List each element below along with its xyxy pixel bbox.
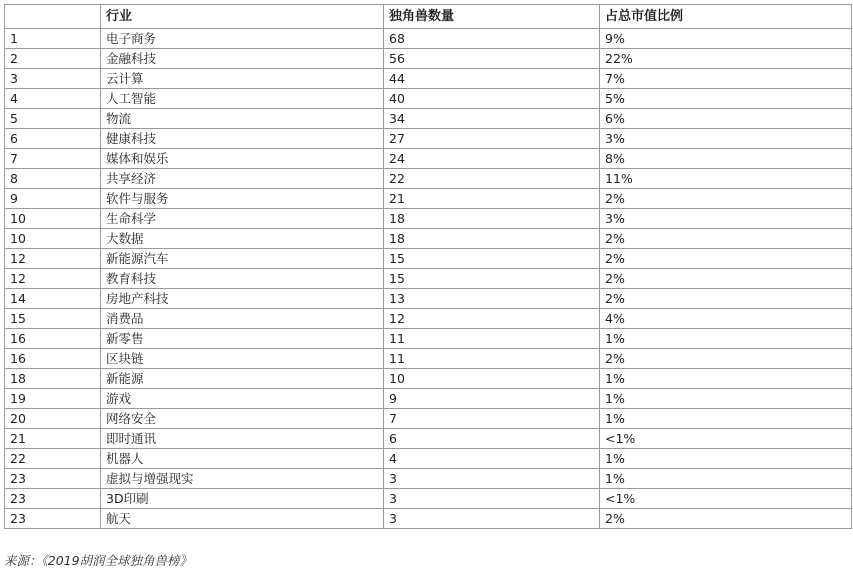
count-cell: 18 <box>384 229 600 249</box>
header-unicorn-count: 独角兽数量 <box>384 5 600 29</box>
table-row <box>5 109 852 129</box>
table-row <box>5 429 852 449</box>
industry-cell: 区块链 <box>101 349 384 369</box>
table-row <box>5 409 852 429</box>
share-cell: 2% <box>600 189 852 209</box>
industry-cell: 3D印刷 <box>101 489 384 509</box>
count-cell: 9 <box>384 389 600 409</box>
rank-cell: 19 <box>5 389 101 409</box>
rank-cell: 23 <box>5 489 101 509</box>
table-row <box>5 329 852 349</box>
rank-cell: 23 <box>5 469 101 489</box>
count-cell: 7 <box>384 409 600 429</box>
count-cell: 15 <box>384 269 600 289</box>
industry-cell: 机器人 <box>101 449 384 469</box>
share-cell: 1% <box>600 449 852 469</box>
count-cell: 68 <box>384 29 600 49</box>
industry-cell: 电子商务 <box>101 29 384 49</box>
count-cell: 11 <box>384 329 600 349</box>
table-row <box>5 389 852 409</box>
table-row <box>5 149 852 169</box>
table-row <box>5 509 852 529</box>
table-body <box>5 29 852 529</box>
industry-cell: 大数据 <box>101 229 384 249</box>
rank-cell: 16 <box>5 349 101 369</box>
rank-cell: 20 <box>5 409 101 429</box>
rank-cell: 10 <box>5 229 101 249</box>
unicorn-industry-table-container <box>4 4 852 529</box>
table-row <box>5 309 852 329</box>
industry-cell: 新能源汽车 <box>101 249 384 269</box>
share-cell: 1% <box>600 409 852 429</box>
rank-cell: 12 <box>5 249 101 269</box>
industry-cell: 房地产科技 <box>101 289 384 309</box>
industry-cell: 消费品 <box>101 309 384 329</box>
industry-cell: 网络安全 <box>101 409 384 429</box>
header-industry: 行业 <box>101 5 384 29</box>
count-cell: 3 <box>384 489 600 509</box>
table-row <box>5 209 852 229</box>
share-cell: <1% <box>600 429 852 449</box>
table-row <box>5 289 852 309</box>
share-cell: 2% <box>600 229 852 249</box>
share-cell: 8% <box>600 149 852 169</box>
rank-cell: 18 <box>5 369 101 389</box>
share-cell: 2% <box>600 289 852 309</box>
rank-cell: 5 <box>5 109 101 129</box>
count-cell: 22 <box>384 169 600 189</box>
count-cell: 12 <box>384 309 600 329</box>
table-row <box>5 489 852 509</box>
share-cell: 3% <box>600 209 852 229</box>
industry-cell: 虚拟与增强现实 <box>101 469 384 489</box>
table-header-row <box>5 5 852 29</box>
industry-cell: 物流 <box>101 109 384 129</box>
share-cell: 3% <box>600 129 852 149</box>
count-cell: 6 <box>384 429 600 449</box>
table-row <box>5 349 852 369</box>
count-cell: 21 <box>384 189 600 209</box>
rank-cell: 7 <box>5 149 101 169</box>
industry-cell: 金融科技 <box>101 49 384 69</box>
count-cell: 24 <box>384 149 600 169</box>
rank-cell: 22 <box>5 449 101 469</box>
header-market-share: 占总市值比例 <box>600 5 852 29</box>
table-row <box>5 249 852 269</box>
rank-cell: 15 <box>5 309 101 329</box>
share-cell: 5% <box>600 89 852 109</box>
table-row <box>5 49 852 69</box>
share-cell: <1% <box>600 489 852 509</box>
share-cell: 2% <box>600 509 852 529</box>
share-cell: 1% <box>600 369 852 389</box>
industry-cell: 健康科技 <box>101 129 384 149</box>
count-cell: 15 <box>384 249 600 269</box>
share-cell: 2% <box>600 269 852 289</box>
source-note: 来源：《2019胡润全球独角兽榜》 <box>4 553 193 568</box>
count-cell: 27 <box>384 129 600 149</box>
table-row <box>5 469 852 489</box>
share-cell: 2% <box>600 349 852 369</box>
industry-cell: 生命科学 <box>101 209 384 229</box>
rank-cell: 10 <box>5 209 101 229</box>
industry-cell: 共享经济 <box>101 169 384 189</box>
table-row <box>5 89 852 109</box>
table-row <box>5 269 852 289</box>
table-row <box>5 69 852 89</box>
rank-cell: 16 <box>5 329 101 349</box>
rank-cell: 1 <box>5 29 101 49</box>
table-row <box>5 129 852 149</box>
count-cell: 56 <box>384 49 600 69</box>
count-cell: 13 <box>384 289 600 309</box>
count-cell: 18 <box>384 209 600 229</box>
rank-cell: 8 <box>5 169 101 189</box>
table-row <box>5 369 852 389</box>
industry-cell: 航天 <box>101 509 384 529</box>
share-cell: 9% <box>600 29 852 49</box>
industry-cell: 即时通讯 <box>101 429 384 449</box>
share-cell: 6% <box>600 109 852 129</box>
rank-cell: 14 <box>5 289 101 309</box>
count-cell: 40 <box>384 89 600 109</box>
rank-cell: 2 <box>5 49 101 69</box>
rank-cell: 21 <box>5 429 101 449</box>
count-cell: 44 <box>384 69 600 89</box>
share-cell: 1% <box>600 469 852 489</box>
share-cell: 11% <box>600 169 852 189</box>
industry-cell: 软件与服务 <box>101 189 384 209</box>
count-cell: 3 <box>384 469 600 489</box>
table-row <box>5 189 852 209</box>
share-cell: 2% <box>600 249 852 269</box>
header-rank <box>5 5 101 29</box>
share-cell: 7% <box>600 69 852 89</box>
rank-cell: 4 <box>5 89 101 109</box>
count-cell: 10 <box>384 369 600 389</box>
share-cell: 22% <box>600 49 852 69</box>
table-row <box>5 229 852 249</box>
table-row <box>5 449 852 469</box>
industry-cell: 媒体和娱乐 <box>101 149 384 169</box>
rank-cell: 9 <box>5 189 101 209</box>
table-row <box>5 169 852 189</box>
table-row <box>5 29 852 49</box>
share-cell: 4% <box>600 309 852 329</box>
industry-cell: 新能源 <box>101 369 384 389</box>
count-cell: 4 <box>384 449 600 469</box>
industry-cell: 人工智能 <box>101 89 384 109</box>
industry-cell: 游戏 <box>101 389 384 409</box>
industry-cell: 云计算 <box>101 69 384 89</box>
count-cell: 11 <box>384 349 600 369</box>
industry-cell: 新零售 <box>101 329 384 349</box>
industry-cell: 教育科技 <box>101 269 384 289</box>
unicorn-industry-table <box>4 4 852 529</box>
count-cell: 34 <box>384 109 600 129</box>
rank-cell: 3 <box>5 69 101 89</box>
share-cell: 1% <box>600 389 852 409</box>
rank-cell: 12 <box>5 269 101 289</box>
rank-cell: 23 <box>5 509 101 529</box>
share-cell: 1% <box>600 329 852 349</box>
count-cell: 3 <box>384 509 600 529</box>
rank-cell: 6 <box>5 129 101 149</box>
